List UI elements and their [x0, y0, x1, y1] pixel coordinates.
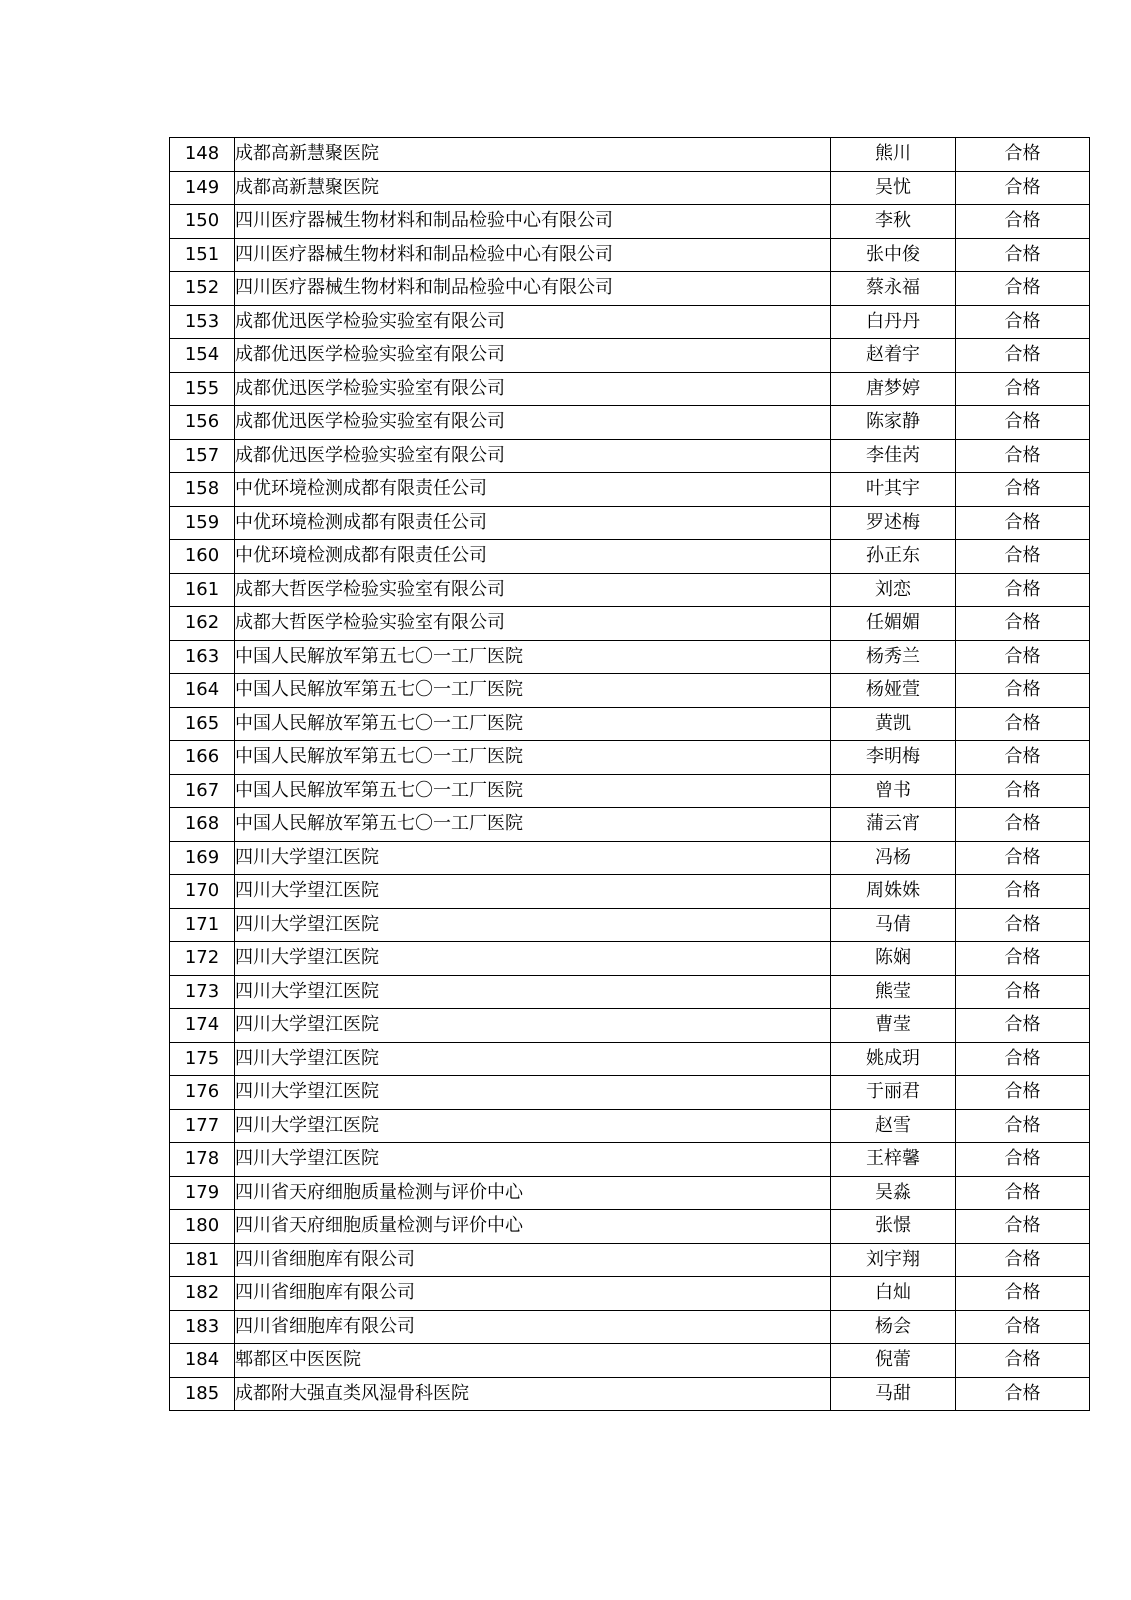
table-row	[170, 372, 1090, 406]
result-status: 合格	[956, 674, 1090, 708]
table-row	[170, 1176, 1090, 1210]
person-name: 杨会	[831, 1310, 956, 1344]
table-row	[170, 339, 1090, 373]
result-status: 合格	[956, 473, 1090, 507]
person-name: 李秋	[831, 205, 956, 239]
result-status: 合格	[956, 305, 1090, 339]
row-number: 183	[170, 1310, 235, 1344]
person-name: 曾书	[831, 774, 956, 808]
result-status: 合格	[956, 573, 1090, 607]
person-name: 冯杨	[831, 841, 956, 875]
person-name: 蒲云宵	[831, 808, 956, 842]
result-status: 合格	[956, 540, 1090, 574]
table-row	[170, 305, 1090, 339]
result-status: 合格	[956, 1377, 1090, 1411]
organization-name: 成都大哲医学检验实验室有限公司	[235, 573, 831, 607]
row-number: 157	[170, 439, 235, 473]
result-status: 合格	[956, 975, 1090, 1009]
result-status: 合格	[956, 339, 1090, 373]
table-row	[170, 674, 1090, 708]
organization-name: 四川大学望江医院	[235, 942, 831, 976]
table-row	[170, 573, 1090, 607]
result-status: 合格	[956, 238, 1090, 272]
person-name: 陈家静	[831, 406, 956, 440]
row-number: 184	[170, 1344, 235, 1378]
row-number: 180	[170, 1210, 235, 1244]
person-name: 曹莹	[831, 1009, 956, 1043]
person-name: 王梓馨	[831, 1143, 956, 1177]
result-status: 合格	[956, 1009, 1090, 1043]
organization-name: 四川大学望江医院	[235, 1009, 831, 1043]
table-row	[170, 473, 1090, 507]
organization-name: 成都高新慧聚医院	[235, 171, 831, 205]
organization-name: 四川大学望江医院	[235, 1042, 831, 1076]
result-status: 合格	[956, 942, 1090, 976]
table-row	[170, 1377, 1090, 1411]
row-number: 158	[170, 473, 235, 507]
person-name: 于丽君	[831, 1076, 956, 1110]
result-status: 合格	[956, 607, 1090, 641]
result-status: 合格	[956, 1143, 1090, 1177]
person-name: 赵着宇	[831, 339, 956, 373]
organization-name: 成都优迅医学检验实验室有限公司	[235, 406, 831, 440]
person-name: 蔡永福	[831, 272, 956, 306]
table-row	[170, 1143, 1090, 1177]
organization-name: 成都优迅医学检验实验室有限公司	[235, 439, 831, 473]
table-row	[170, 975, 1090, 1009]
table-row	[170, 506, 1090, 540]
table-row	[170, 1076, 1090, 1110]
row-number: 174	[170, 1009, 235, 1043]
person-name: 叶其宇	[831, 473, 956, 507]
person-name: 李佳芮	[831, 439, 956, 473]
row-number: 152	[170, 272, 235, 306]
result-status: 合格	[956, 1344, 1090, 1378]
person-name: 杨秀兰	[831, 640, 956, 674]
result-status: 合格	[956, 1243, 1090, 1277]
results-table-body	[170, 138, 1090, 1411]
row-number: 171	[170, 908, 235, 942]
organization-name: 四川省天府细胞质量检测与评价中心	[235, 1210, 831, 1244]
organization-name: 中优环境检测成都有限责任公司	[235, 540, 831, 574]
table-row	[170, 1210, 1090, 1244]
row-number: 185	[170, 1377, 235, 1411]
table-row	[170, 1109, 1090, 1143]
organization-name: 中国人民解放军第五七〇一工厂医院	[235, 640, 831, 674]
row-number: 176	[170, 1076, 235, 1110]
row-number: 159	[170, 506, 235, 540]
person-name: 唐梦婷	[831, 372, 956, 406]
person-name: 杨娅萱	[831, 674, 956, 708]
row-number: 149	[170, 171, 235, 205]
organization-name: 中国人民解放军第五七〇一工厂医院	[235, 707, 831, 741]
result-status: 合格	[956, 808, 1090, 842]
table-row	[170, 841, 1090, 875]
organization-name: 四川大学望江医院	[235, 908, 831, 942]
row-number: 182	[170, 1277, 235, 1311]
organization-name: 四川省细胞库有限公司	[235, 1243, 831, 1277]
table-row	[170, 1042, 1090, 1076]
result-status: 合格	[956, 205, 1090, 239]
result-status: 合格	[956, 1210, 1090, 1244]
organization-name: 四川医疗器械生物材料和制品检验中心有限公司	[235, 272, 831, 306]
result-status: 合格	[956, 875, 1090, 909]
row-number: 150	[170, 205, 235, 239]
person-name: 周姝姝	[831, 875, 956, 909]
table-row	[170, 138, 1090, 172]
row-number: 168	[170, 808, 235, 842]
person-name: 孙正东	[831, 540, 956, 574]
person-name: 熊莹	[831, 975, 956, 1009]
result-status: 合格	[956, 707, 1090, 741]
table-row	[170, 1009, 1090, 1043]
person-name: 姚成玥	[831, 1042, 956, 1076]
organization-name: 中优环境检测成都有限责任公司	[235, 506, 831, 540]
table-row	[170, 171, 1090, 205]
table-row	[170, 205, 1090, 239]
person-name: 张憬	[831, 1210, 956, 1244]
result-status: 合格	[956, 1042, 1090, 1076]
organization-name: 中国人民解放军第五七〇一工厂医院	[235, 808, 831, 842]
table-row	[170, 774, 1090, 808]
row-number: 156	[170, 406, 235, 440]
result-status: 合格	[956, 1109, 1090, 1143]
row-number: 164	[170, 674, 235, 708]
person-name: 任媚媚	[831, 607, 956, 641]
row-number: 153	[170, 305, 235, 339]
organization-name: 四川医疗器械生物材料和制品检验中心有限公司	[235, 238, 831, 272]
result-status: 合格	[956, 908, 1090, 942]
table-row	[170, 808, 1090, 842]
table-row	[170, 1243, 1090, 1277]
row-number: 167	[170, 774, 235, 808]
result-status: 合格	[956, 1076, 1090, 1110]
result-status: 合格	[956, 841, 1090, 875]
row-number: 170	[170, 875, 235, 909]
person-name: 马倩	[831, 908, 956, 942]
table-row	[170, 272, 1090, 306]
row-number: 179	[170, 1176, 235, 1210]
person-name: 吴忧	[831, 171, 956, 205]
organization-name: 成都附大强直类风湿骨科医院	[235, 1377, 831, 1411]
row-number: 173	[170, 975, 235, 1009]
organization-name: 中优环境检测成都有限责任公司	[235, 473, 831, 507]
person-name: 李明梅	[831, 741, 956, 775]
table-row	[170, 942, 1090, 976]
row-number: 154	[170, 339, 235, 373]
organization-name: 四川大学望江医院	[235, 975, 831, 1009]
table-row	[170, 1344, 1090, 1378]
person-name: 白丹丹	[831, 305, 956, 339]
table-row	[170, 540, 1090, 574]
result-status: 合格	[956, 406, 1090, 440]
organization-name: 成都优迅医学检验实验室有限公司	[235, 305, 831, 339]
row-number: 172	[170, 942, 235, 976]
person-name: 马甜	[831, 1377, 956, 1411]
person-name: 刘恋	[831, 573, 956, 607]
table-row	[170, 640, 1090, 674]
row-number: 162	[170, 607, 235, 641]
organization-name: 成都优迅医学检验实验室有限公司	[235, 372, 831, 406]
row-number: 148	[170, 138, 235, 172]
organization-name: 成都大哲医学检验实验室有限公司	[235, 607, 831, 641]
row-number: 163	[170, 640, 235, 674]
organization-name: 四川大学望江医院	[235, 875, 831, 909]
table-row	[170, 875, 1090, 909]
table-row	[170, 238, 1090, 272]
row-number: 177	[170, 1109, 235, 1143]
table-row	[170, 908, 1090, 942]
result-status: 合格	[956, 1176, 1090, 1210]
organization-name: 四川省细胞库有限公司	[235, 1277, 831, 1311]
row-number: 155	[170, 372, 235, 406]
result-status: 合格	[956, 741, 1090, 775]
table-row	[170, 1310, 1090, 1344]
row-number: 166	[170, 741, 235, 775]
table-row	[170, 741, 1090, 775]
result-status: 合格	[956, 171, 1090, 205]
person-name: 罗述梅	[831, 506, 956, 540]
result-status: 合格	[956, 1310, 1090, 1344]
row-number: 161	[170, 573, 235, 607]
row-number: 165	[170, 707, 235, 741]
organization-name: 四川大学望江医院	[235, 1109, 831, 1143]
person-name: 赵雪	[831, 1109, 956, 1143]
organization-name: 中国人民解放军第五七〇一工厂医院	[235, 674, 831, 708]
result-status: 合格	[956, 439, 1090, 473]
row-number: 160	[170, 540, 235, 574]
result-status: 合格	[956, 272, 1090, 306]
table-row	[170, 439, 1090, 473]
row-number: 178	[170, 1143, 235, 1177]
organization-name: 中国人民解放军第五七〇一工厂医院	[235, 774, 831, 808]
person-name: 熊川	[831, 138, 956, 172]
organization-name: 四川省细胞库有限公司	[235, 1310, 831, 1344]
result-status: 合格	[956, 506, 1090, 540]
result-status: 合格	[956, 1277, 1090, 1311]
results-table	[169, 137, 1090, 1411]
result-status: 合格	[956, 640, 1090, 674]
table-row	[170, 607, 1090, 641]
table-row	[170, 707, 1090, 741]
result-status: 合格	[956, 774, 1090, 808]
person-name: 黄凯	[831, 707, 956, 741]
person-name: 刘宇翔	[831, 1243, 956, 1277]
table-row	[170, 406, 1090, 440]
organization-name: 成都优迅医学检验实验室有限公司	[235, 339, 831, 373]
person-name: 陈娴	[831, 942, 956, 976]
person-name: 吴淼	[831, 1176, 956, 1210]
person-name: 倪蕾	[831, 1344, 956, 1378]
table-row	[170, 1277, 1090, 1311]
person-name: 白灿	[831, 1277, 956, 1311]
organization-name: 中国人民解放军第五七〇一工厂医院	[235, 741, 831, 775]
organization-name: 四川医疗器械生物材料和制品检验中心有限公司	[235, 205, 831, 239]
row-number: 175	[170, 1042, 235, 1076]
row-number: 181	[170, 1243, 235, 1277]
organization-name: 四川大学望江医院	[235, 841, 831, 875]
result-status: 合格	[956, 138, 1090, 172]
person-name: 张中俊	[831, 238, 956, 272]
row-number: 169	[170, 841, 235, 875]
organization-name: 郫都区中医医院	[235, 1344, 831, 1378]
organization-name: 四川大学望江医院	[235, 1076, 831, 1110]
organization-name: 四川大学望江医院	[235, 1143, 831, 1177]
result-status: 合格	[956, 372, 1090, 406]
organization-name: 四川省天府细胞质量检测与评价中心	[235, 1176, 831, 1210]
row-number: 151	[170, 238, 235, 272]
organization-name: 成都高新慧聚医院	[235, 138, 831, 172]
